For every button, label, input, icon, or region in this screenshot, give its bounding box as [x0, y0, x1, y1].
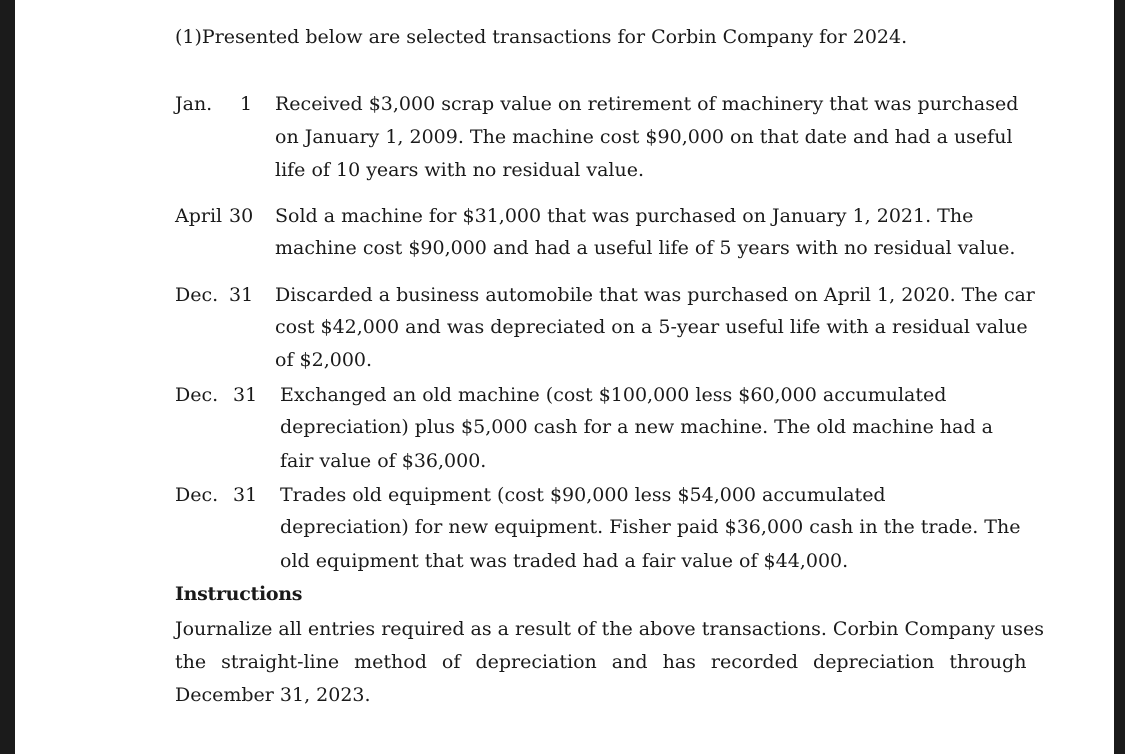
transaction-1-month: Jan. [175, 93, 213, 115]
transaction-3-line-3: of $2,000. [275, 349, 373, 371]
transaction-5-line-1: Trades old equipment (cost $90,000 less $54,000 accumulated [280, 484, 886, 506]
transaction-1-line-2: on January 1, 2009. The machine cost $90,000 on that date and had a useful [275, 126, 1013, 148]
transaction-1-day: 1 [240, 93, 253, 115]
transaction-4-month: Dec. [175, 384, 219, 406]
transaction-4-line-1: Exchanged an old machine (cost $100,000 less $60,000 accumulated [280, 384, 947, 406]
problem-title: (1)Presented below are selected transactions for Corbin Company for 2024. [175, 26, 908, 48]
transaction-5-line-2: depreciation) for new equipment. Fisher paid $36,000 cash in the trade. The [280, 516, 1021, 538]
transaction-3-month: Dec. [175, 284, 219, 306]
transaction-5-day: 31 [233, 484, 258, 506]
transaction-5-month: Dec. [175, 484, 219, 506]
instructions-line-3: December 31, 2023. [175, 684, 371, 706]
instructions-line-2: the straight-line method of depreciation and has recorded depreciation through [175, 651, 1027, 673]
transaction-1-line-3: life of 10 years with no residual value. [275, 159, 644, 181]
transaction-3-line-1: Discarded a business automobile that was purchased on April 1, 2020. The car [275, 284, 1035, 306]
transaction-2-month: April [175, 205, 223, 227]
transaction-2-day: 30 [229, 205, 254, 227]
instructions-line-1: Journalize all entries required as a result of the above transactions. Corbin Company uses [175, 618, 1044, 640]
document-page [15, 0, 1114, 754]
transaction-4-line-2: depreciation) plus $5,000 cash for a new machine. The old machine had a [280, 416, 993, 438]
transaction-1-line-1: Received $3,000 scrap value on retirement of machinery that was purchased [275, 93, 1019, 115]
transaction-4-line-3: fair value of $36,000. [280, 450, 487, 472]
transaction-3-line-2: cost $42,000 and was depreciated on a 5-year useful life with a residual value [275, 316, 1028, 338]
instructions-heading: Instructions [175, 583, 303, 605]
transaction-3-day: 31 [229, 284, 254, 306]
transaction-2-line-2: machine cost $90,000 and had a useful life of 5 years with no residual value. [275, 237, 1016, 259]
transaction-5-line-3: old equipment that was traded had a fair value of $44,000. [280, 550, 849, 572]
transaction-2-line-1: Sold a machine for $31,000 that was purchased on January 1, 2021. The [275, 205, 974, 227]
transaction-4-day: 31 [233, 384, 258, 406]
